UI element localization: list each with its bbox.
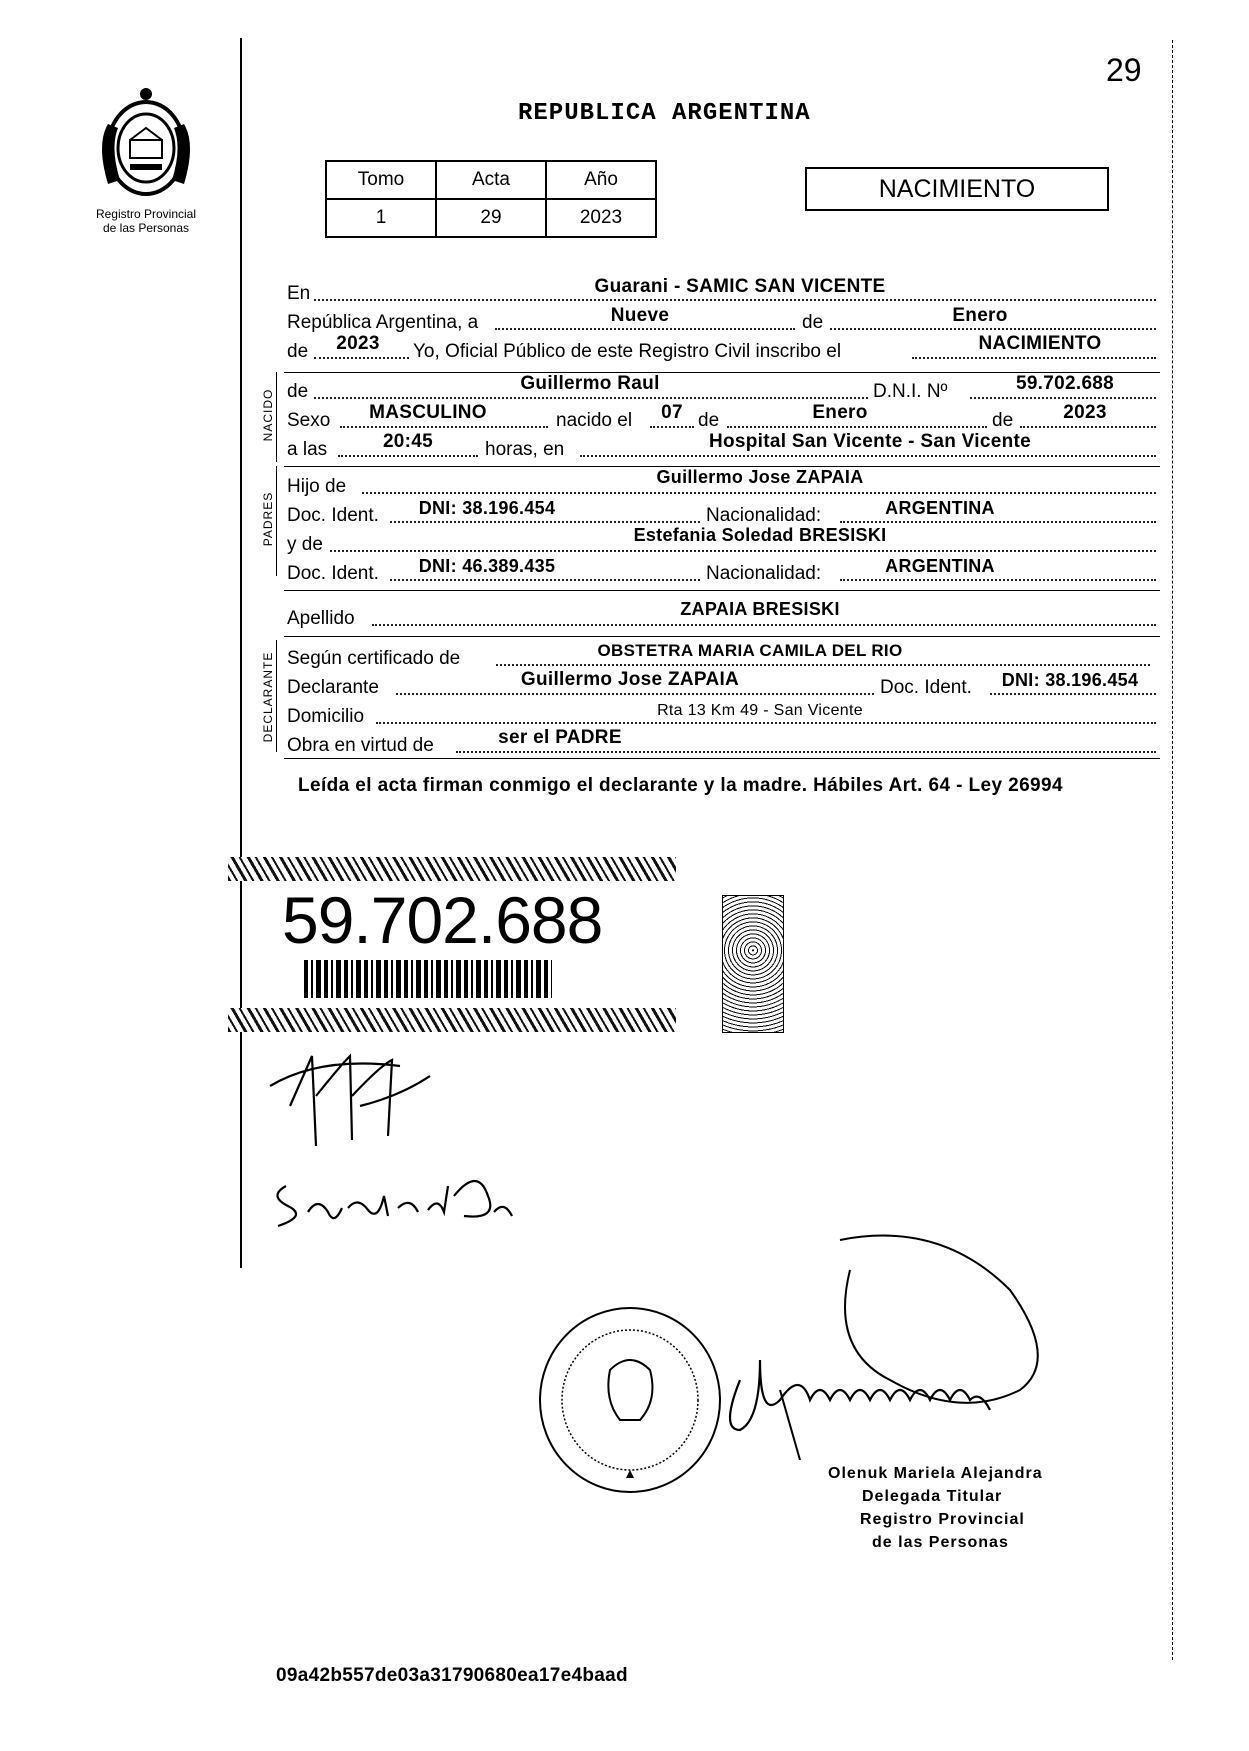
dotted-line <box>314 357 409 359</box>
dotted-line <box>390 579 700 581</box>
dni-label: D.N.I. Nº <box>873 381 948 402</box>
nacido-de2-label: de <box>698 410 720 431</box>
dotted-line <box>456 751 1156 753</box>
logo-caption-2: de las Personas <box>102 221 190 235</box>
header-anio: Año <box>546 161 656 199</box>
padre-doc-value: DNI: 38.196.454 <box>418 498 556 518</box>
nacido-year: 2023 <box>1063 402 1107 423</box>
logo-caption-1: Registro Provincial <box>95 207 197 221</box>
nacido-day: 07 <box>661 402 683 423</box>
madre-value: Estefania Soledad BRESISKI <box>633 525 887 545</box>
republica-label: República Argentina, a <box>287 312 479 333</box>
registry-table <box>325 160 657 238</box>
signatory-org-1: Registro Provincial <box>860 1511 1025 1528</box>
section-label-padres: PADRES <box>261 491 275 547</box>
section-bracket <box>276 640 277 752</box>
separator-line <box>284 758 1160 759</box>
dotted-line <box>727 426 987 428</box>
dotted-line <box>362 492 1156 494</box>
domicilio-label: Domicilio <box>287 706 365 727</box>
hijo-label: Hijo de <box>287 476 347 497</box>
signatory-org-2: de las Personas <box>872 1534 1009 1551</box>
apellido-value: ZAPAIA BRESISKI <box>680 599 840 619</box>
de-label: de <box>802 312 824 333</box>
security-band-bottom <box>228 1008 676 1032</box>
dotted-line <box>830 328 1156 330</box>
day-value: Nueve <box>610 305 670 326</box>
dotted-line <box>390 521 700 523</box>
dotted-line <box>970 397 1156 399</box>
month-value: Enero <box>952 305 1008 326</box>
page-number: 29 <box>1106 52 1142 88</box>
lugar-value: Hospital San Vicente - San Vicente <box>708 431 1032 452</box>
signatory-name: Olenuk Mariela Alejandra <box>828 1465 1043 1482</box>
en-label: En <box>287 283 311 304</box>
right-margin-line <box>1172 40 1173 1660</box>
cert-label: Según certificado de <box>287 648 461 669</box>
header-tomo: Tomo <box>326 161 436 199</box>
oficial-label: Yo, Oficial Público de este Registro Civil inscribo el <box>413 341 842 362</box>
year-value: 2023 <box>336 333 380 354</box>
dotted-line <box>650 426 694 428</box>
padre-value: Guillermo Jose ZAPAIA <box>656 467 864 487</box>
document-hash: 09a42b557de03a31790680ea17e4baad <box>276 1665 628 1686</box>
horas-en-label: horas, en <box>485 439 565 460</box>
dotted-line <box>495 328 795 330</box>
section-label-declarante: DECLARANTE <box>261 651 275 743</box>
dotted-line <box>840 521 1156 523</box>
apellido-label: Apellido <box>287 608 355 629</box>
hologram-image <box>722 895 784 1033</box>
official-signature <box>720 1230 1120 1460</box>
barcode <box>304 960 552 998</box>
section-label-nacido: NACIDO <box>261 388 275 442</box>
name-value: Guillermo Raul <box>520 373 660 394</box>
alas-label: a las <box>287 439 328 460</box>
value-anio: 2023 <box>546 199 656 237</box>
hora-value: 20:45 <box>382 431 434 452</box>
declarante-doc-value: DNI: 38.196.454 <box>1001 670 1139 690</box>
left-margin-line <box>240 38 242 1268</box>
closing-text: Leída el acta firman conmigo el declarante y la madre. Hábiles Art. 64 - Ley 26994 <box>298 775 1063 796</box>
section-bracket <box>276 372 277 462</box>
act-type-box: NACIMIENTO <box>805 167 1109 211</box>
sexo-value: MASCULINO <box>369 402 487 423</box>
nacido-de3-label: de <box>992 410 1014 431</box>
yde-label: y de <box>287 534 323 555</box>
dotted-line <box>340 426 548 428</box>
cert-value: OBSTETRA MARIA CAMILA DEL RIO <box>597 641 903 660</box>
dotted-line <box>314 299 1156 301</box>
nacido-month: Enero <box>812 402 868 423</box>
de2-label: de <box>287 341 309 362</box>
signatory-role: Delegada Titular <box>862 1488 1003 1505</box>
dotted-line <box>990 693 1156 695</box>
dotted-line <box>580 455 1156 457</box>
madre-nac-value: ARGENTINA <box>885 556 995 576</box>
madre-doc-label: Doc. Ident. <box>287 563 379 584</box>
dotted-line <box>314 397 868 399</box>
dotted-line <box>338 455 478 457</box>
seal-icon <box>86 84 206 204</box>
declarante-value: Guillermo Jose ZAPAIA <box>520 669 740 690</box>
domicilio-value: Rta 13 Km 49 - San Vicente <box>657 702 863 719</box>
dotted-line <box>376 722 1156 724</box>
header-acta: Acta <box>436 161 546 199</box>
padre-nac-value: ARGENTINA <box>885 498 995 518</box>
value-tomo: 1 <box>326 199 436 237</box>
sexo-label: Sexo <box>287 410 331 431</box>
dotted-line <box>912 357 1156 359</box>
section-bracket <box>276 466 277 576</box>
dni-value: 59.702.688 <box>1015 373 1115 394</box>
value-acta: 29 <box>436 199 546 237</box>
separator-line <box>284 590 1160 591</box>
official-seal <box>530 1300 730 1500</box>
nacido-de-label: de <box>287 381 309 402</box>
dotted-line <box>396 693 874 695</box>
dotted-line <box>840 579 1156 581</box>
separator-line <box>284 636 1160 637</box>
madre-signature <box>268 1156 528 1236</box>
declarante-label: Declarante <box>287 677 379 698</box>
nacido-el-label: nacido el <box>556 410 633 431</box>
dotted-line <box>496 664 1150 666</box>
security-band-top <box>228 857 676 881</box>
obra-label: Obra en virtud de <box>287 735 434 756</box>
dotted-line <box>330 550 1156 552</box>
en-value: Guarani - SAMIC SAN VICENTE <box>594 276 886 297</box>
madre-doc-value: DNI: 46.389.435 <box>418 556 556 576</box>
padre-doc-label: Doc. Ident. <box>287 505 379 526</box>
madre-nac-label: Nacionalidad: <box>706 563 822 584</box>
declarante-signature <box>260 1036 440 1156</box>
declarante-doc-label: Doc. Ident. <box>880 677 972 698</box>
dotted-line <box>372 624 1156 626</box>
padre-nac-label: Nacionalidad: <box>706 505 822 526</box>
type-value: NACIMIENTO <box>978 333 1102 354</box>
dotted-line <box>1020 426 1156 428</box>
obra-value: ser el PADRE <box>498 727 622 748</box>
registry-logo <box>86 84 206 204</box>
page-title: REPUBLICA ARGENTINA <box>518 100 811 127</box>
sticker-number: 59.702.688 <box>282 883 603 957</box>
